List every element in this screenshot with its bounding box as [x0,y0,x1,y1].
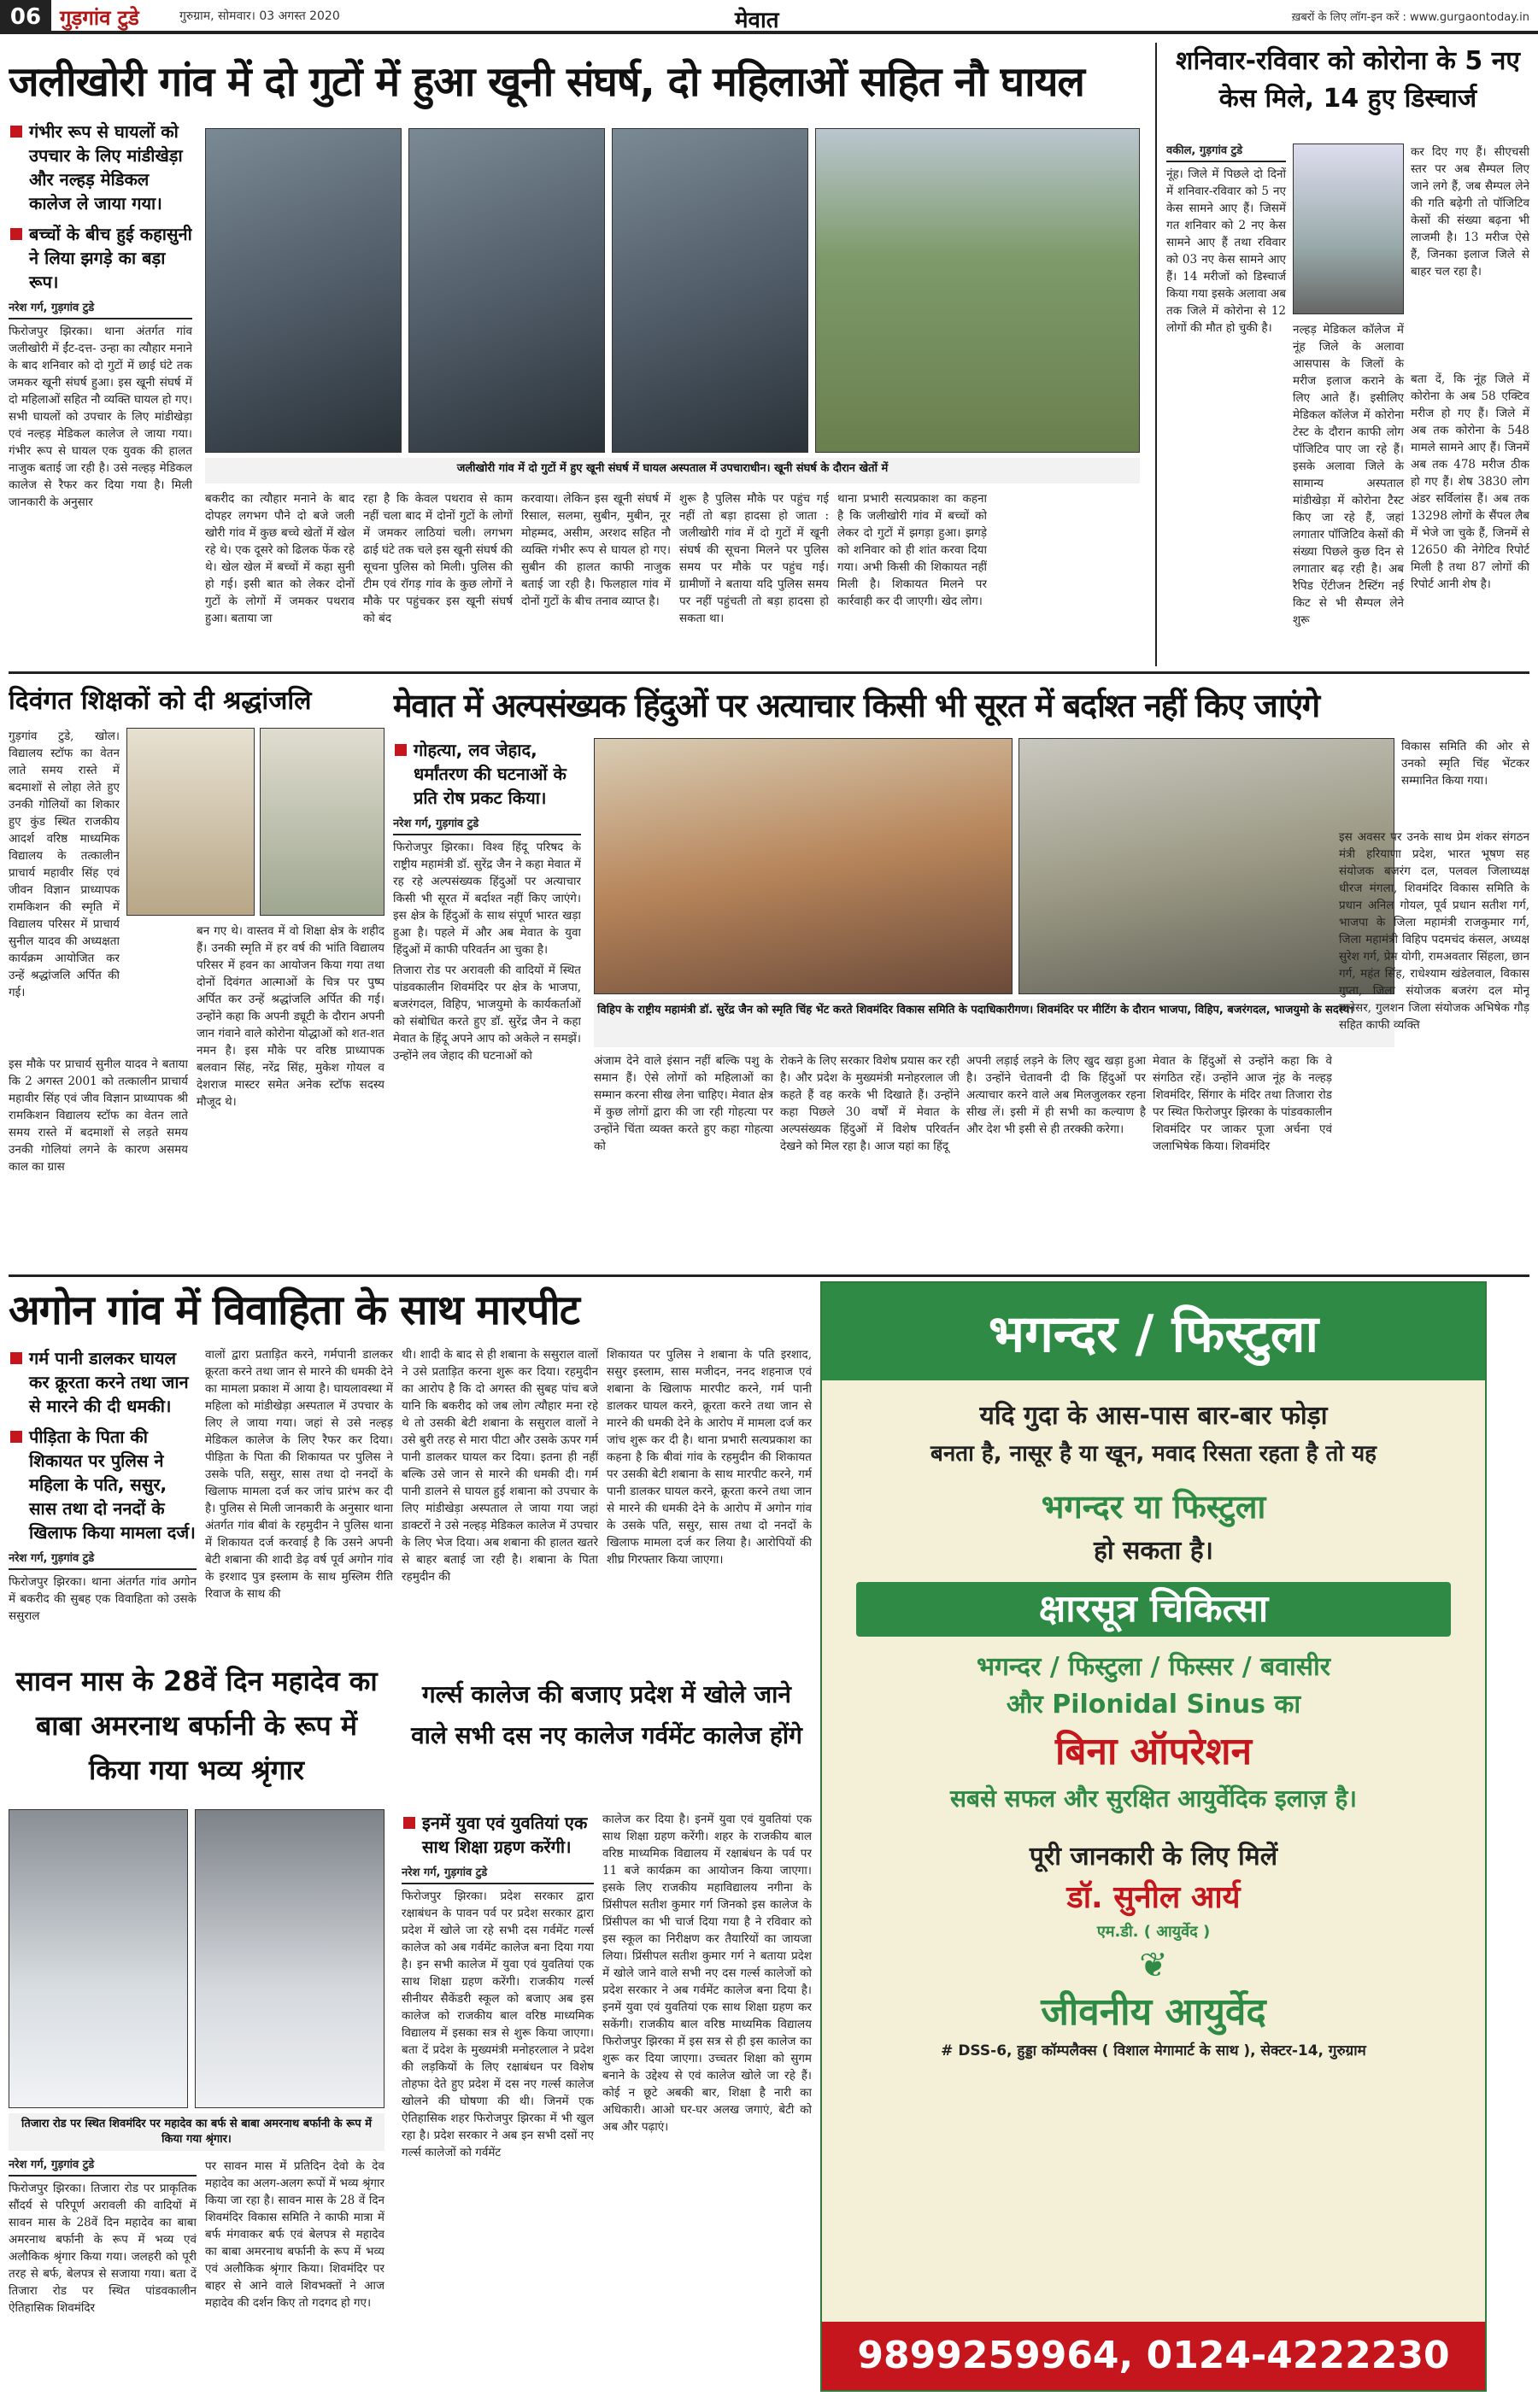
ad-line-1: यदि गुदा के आस-पास बार-बार फोड़ा [979,1401,1328,1431]
a2-body [1166,144,1529,665]
a4-text-3a: अंजाम देने वाले इंसान नहीं बल्कि पशु के समान हैं। ऐसे लोगों को महिलाओं का सम्मान करना सीख लेना चाहिए। [594,1054,773,1102]
a3-headline: दिवंगत शिक्षकों को दी श्रद्धांजलि [9,686,312,716]
a6-byline: नरेश गर्ग, गुड़गांव टुडे [9,2158,197,2177]
ad-doctor: डॉ. सुनील आर्य [1066,1880,1241,1915]
a7-byline: नरेश गर्ग, गुड़गांव टुडे [402,1866,594,1884]
a7-sidebar [402,1811,594,2400]
masthead [0,0,1538,34]
a5-point-1: गर्म पानी डालकर घायल कर क्रूरता करने तथा जान से मारने की दी धमकी। [9,1346,197,1418]
a1-lead: फिरोजपुर झिरका। थाना अंतर्गत गांव जलीखोरी में ईंट-दत्त- उन्हा का त्यौहार मनाने के बाद शनिवार को दो गुटों में छाई घंटे तक जमकर खूनी संघर्ष हुआ। इस खूनी संघर्ष में दो महिलाओं सहित नौ व्यक्ति घायल हो गए। सभी घायलों को उपचार के लिए मांडीखेड़ा एवं नल्हड़ मेडिकल कालेज ले जाया गया। गंभीर रूप से घायल एक युवक की हालत नाजुक बताई जा रही है। उसे नल्हड़ मेडिकल कालेज से रैफर कर दिया गया है। मिली जानकारी के अनुसार [9,325,192,509]
ad-degree: एम.डी. ( आयुर्वेद ) [1096,1923,1211,1941]
a1-photo-2 [408,128,605,453]
a4-text-8: इस अवसर पर उनके साथ प्रेम शंकर संगठन मंत्री हरियाणा प्रदेश, भारत भूषण सह संयोजक बजरंग दल, पलवल जिलाध्यक्ष धीरज मंगला, शिवमंदिर विकास समिति के प्रधान अनिल गोयल, पूर्व प्रधान सतीश गर्ग, भाजपा के जिला महामंत्री राजकुमार गर्ग, जिला महामंत्री विहिप पदमचंद कंसल, अध्यक्ष सुरेश गर्ग, प्रेम योगी, रामअवतार सिंहला, छान गर्ग, महंत सिंह, राधेश्याम खंडेलवाल, विकास गुप्ता, जिला संयोजक बजरंग दल मोनू मानेसर, गुलशन जिला संयोजक अभिषेक गौड़ सहित काफी व्यक्ति [1339,830,1529,1032]
a4-text-6: मेवात के हिंदुओं से उन्होंने कहा कि वे संगठित रहें। उन्होंने आज नूंह के नल्हड़ शिवमंदिर, सिंगार के मंदिर तथा तिजारा रोड पर स्थित फिरोजपुर झिरका के पांडवकालीन शिवमंदिर पर जाकर पूजा अर्चना एवं जलाभिषेक किया। शिवमंदिर [1153,1054,1332,1153]
a1-headline: जलीखोरी गांव में दो गुटों में हुआ खूनी संघर्ष, दो महिलाओं सहित नौ घायल [9,58,1084,106]
page-number: 06 [0,0,51,34]
a6-body [9,2158,197,2400]
a6-text-1: फिरोजपुर झिरका। तिजारा रोड पर प्राकृतिक सौंदर्य से परिपूर्ण अरावली की वादियों में सावन मास के 28वें दिन महादेव का बाबा अमरनाथ बर्फानी के रूप में भव्य एवं अलौकिक श्रृंगार किया गया। जलहरी को पूरी तरह से बर्फ, बेलपत्र से सजाया गया। बता दें तिजारा रोड पर स्थित पांडवकालीन ऐतिहासिक शिवमंदिर [9,2182,197,2315]
a1-photo-1 [205,128,402,453]
a4-photo-2 [1018,738,1394,994]
a4-headline: मेवात में अल्पसंख्यक हिंदुओं पर अत्याचार किसी भी सूरत में बर्दाश्त नहीं किए जाएंगे [393,687,1319,724]
ad-line-7: बिना ऑपरेशन [1055,1730,1252,1773]
a6-caption: तिजारा रोड पर स्थित शिवमंदिर पर महादेव का बर्फ से बाबा अमरनाथ बर्फानी के रूप में किया गया श्रृंगार। [9,2113,384,2151]
section-rule [9,671,1529,674]
a1-point-2: बच्चों के बीच हुई कहासुनी ने लिया झगड़े का बड़ा रूप। [9,222,192,294]
a4-text-1: फिरोजपुर झिरका। विश्व हिंदू परिषद के राष्ट्रीय महामंत्री डॉ. सुरेंद्र जैन ने कहा मेवात में रह रहे अल्पसंख्यक हिंदुओं पर अत्याचार किसी भी सूरत में बर्दाश्त नहीं किए जाएंगे। इस क्षेत्र के हिंदुओं के साथ संपूर्ण भारत खड़ा हुआ है। पहले में और अब मेवात के युवा हिंदुओं में काफी परिवर्तन आ चुका है। [393,841,581,957]
ad-treatment-box: क्षारसूत्र चिकित्सा [856,1582,1451,1637]
a1-col-5: शुरू है पुलिस मौके पर पहुंच गई नहीं तो बड़ा हादसा हो जाता : जलीखोरी गांव में दो गुटों में खूनी संघर्ष की सूचना मिलने पर पुलिस समय पर मौके पर पहुंच गई। ग्रामीणों ने बताया यदि पुलिस समय पर नहीं पहुंचती तो बड़ा हादसा हो सकता था। [679,492,829,625]
a2-byline: वकील, गुड़गांव टुडे [1166,144,1286,162]
a2-headline: शनिवार-रविवार को कोरोना के 5 नए केस मिले, 14 हुए डिस्चार्ज [1176,46,1520,114]
site-link[interactable]: ख़बरों के लिए लॉग-इन करें : www.gurgaontoday.in [1291,11,1529,24]
a5-headline: अगोन गांव में विवाहिता के साथ मारपीट [9,1286,579,1334]
a4-caption: विहिप के राष्ट्रीय महामंत्री डॉ. सुरेंद्र जैन को स्मृति चिंह भेंट करते शिवमंदिर विकास समिति के पदाधिकारीगण। शिवमंदिर पर मीटिंग के दौरान भाजपा, विहिप, बजरंगदल, भाजयुमो के सदस्य। [594,999,1394,1047]
a4-text-3 [594,1052,773,1269]
a4-text-3b: मेवात क्षेत्र में कुछ लोगों द्वारा की जा रही गोहत्या पर उन्होंने चिंता व्यक्त करते हुए कहा गोहत्या को [594,1088,773,1153]
a5-text-1: फिरोजपुर झिरका। थाना अंतर्गत गांव अगोन में बकरीद की सुबह एक विवाहिता को उसके ससुराल [9,1575,197,1623]
a7-text-1: फिरोजपुर झिरका। प्रदेश सरकार द्वारा रक्षाबंधन के पावन पर्व पर प्रदेश सरकार द्वारा प्रदेश में खोले जा रहे सभी दस गर्वमेंट गर्ल्स कालेज को अब गर्वमेंट कालेज बना दिया गया है। इन सभी कालेज में युवा एवं युवतियां एक साथ शिक्षा ग्रहण करेंगी। राजकीय गर्ल्स सीनीयर सैकेंडरी स्कूल को बजाए अब इस कालेज को राजकीय बाल वरिष्ठ माध्यमिक विद्यालय में इसका सत्र से शुरू किया जाएगा। बता दें प्रदेश के मुख्यमंत्री मनोहरलाल ने प्रदेश की लड़कियों के लिए रक्षाबंधन पर विशेष तोहफा देते हुए प्रदेश में दस नए गर्ल्स कालेज खोलने की घोषणा की थी। जिनमें एक ऐतिहासिक शहर फिरोजपुर झिरका में भी खुल रहा है। प्रदेश सरकार ने अब इन सभी दसों नए गर्ल्स कालेजों को गर्वमेंट [402,1889,594,2159]
a5-byline: नरेश गर्ग, गुड़गांव टुडे [9,1551,197,1570]
a2-text-1: नूंह। जिले में पिछले दो दिनों में शनिवार-रविवार को 5 नए केस सामने आए हैं। जिसमें गत शनिवार को 2 नए केस सामने आए हैं तथा रविवार को 03 नए केस सामने आए हैं। 14 मरीजों को डिस्चार्ज किया गया इसके अलावा अब तक जिले में कोरोना से 12 लोगों की मौत हो चुकी है। [1166,167,1286,335]
column-rule [1155,43,1157,666]
a4-byline: नरेश गर्ग, गुड़गांव टुडे [393,817,581,835]
a1-photo-4 [815,128,1140,453]
a4-sidebar [393,738,581,1269]
a3-text-1: गुड़गांव टुडे, खोल। विद्यालय स्टॉफ का वेतन लाते समय रास्ते में बदमाशों से लोहा लेते हुए उनकी गोलियों का शिकार हुए कुंड स्थित राजकीय आदर्श वरिष्ठ माध्यमिक विद्यालय के तत्कालीन प्राचार्य महावीर सिंह एवं जीवन विज्ञान प्राध्यापक रामकिशन की स्मृति में विद्यालय परिसर में प्राचार्य सुनील यादव की अध्यक्षता कार्यक्रम आयोजित कर उन्हें श्रद्धांजलि अर्पित की गई। [9,729,120,999]
a7-point: इनमें युवा एवं युवतियां एक साथ शिक्षा ग्रहण करेंगी। [402,1811,594,1859]
a1-point-1: गंभीर रूप से घायलों को उपचार के लिए मांडीखेड़ा और नल्हड़ मेडिकल कालेज ले जाया गया। [9,120,192,215]
a1-col-3: रहा है कि केवल पथराव से काम नहीं चला बाद में दोनों गुटों के लोगों में जमकर लाठियां चली। लगभग ढाई घंटे तक चले इस खूनी संघर्ष की सूचना पुलिस को मिली। पुलिस की टीम एवं रॉगड़ गांव के कुछ लोगों ने मौके पर पहुंचकर इस खूनी संघर्ष को बंद [363,492,513,625]
a4-text-7: विकास समिति की ओर से उनको स्मृति चिंह भेंटकर सम्मानित किया गया। [1401,740,1529,788]
ad-line-2: बनता है, नासूर है या खून, मवाद रिसता रहता है तो यह [930,1441,1377,1467]
a2-reporter-photo [1293,144,1404,314]
a3-text-2: इस मौके पर प्राचार्य सुनील यादव ने बताया कि 2 अगस्त 2001 को तत्कालीन प्राचार्य महावीर सिंह एवं जीव विज्ञान प्राध्यापक श्री रामकिशन विद्यालय स्टॉफ का वेतन लाते समय रास्ते में बदमाशों से लड़ते समय उनकी गोलियां लगने के कारण असमय काल का ग्रास [9,1058,188,1174]
a7-text-2: कालेज कर दिया है। इनमें युवा एवं युवतियां एक साथ शिक्षा ग्रहण करेंगी। शहर के राजकीय बाल वरिष्ठ माध्यमिक विद्यालय में रक्षाबंधन के पर्व पर 11 बजे कार्यक्रम का आयोजन किया जाएगा। इसके लिए राजकीय महाविद्यालय नगीना के प्रिंसीपल सतीश कुमार गर्ग जिनको इस कालेज के प्रिंसीपल का भी चार्ज दिया गया है ने रविवार को इस स्कूल का निरीक्षण कर तैयारियों का जायजा लिया। प्रिंसीपल सतीश कुमार गर्ग ने बताया प्रदेश में खोले जाने वाले सभी नए दस गर्ल्स कालेजों को प्रदेश सरकार ने अब गर्वमेंट कालेज बना दिया है। इनमें युवा एवं युवतियां एक साथ शिक्षा ग्रहण कर सकेंगी। राजकीय बाल वरिष्ठ माध्यमिक विद्यालय फिरोजपुर झिरका में इस सत्र से ही इस कालेज का शुरू कर दिया जाएगा। उच्चतर शिक्षा को सुगम बनाने के उद्देश्य से एवं कालेज खोले जा रहे हैं। कोई न छूटे अबकी बार, शिक्षा है नारी का अधिकारी। आओ घर-घर अलख जगाएं, बेटी को अब और पढ़ाएं। [602,1813,812,2134]
a3-photo-1 [126,728,255,916]
a1-caption: जलीखोरी गांव में दो गुटों में हुए खूनी संघर्ष में घायल अस्पताल में उपचाराधीन। खूनी संघर्ष के दौरान खेतों में [205,458,1140,483]
a4-photo-1 [594,738,1013,994]
newspaper-logo: गुड़गांव टुडे [60,6,139,30]
a5-text-3: थी। शादी के बाद से ही शबाना के ससुराल वालों ने उसे प्रताड़ित करना शुरू कर दिया। रहमुदीन का आरोप है कि दो अगस्त की सुबह पांच बजे यानि कि बकरीद को जब लोग त्यौहार मना रहे थे तो उसकी बेटी शबाना के ससुराल वालों ने उसे बुरी तरह से मारा पीटा और उसके ऊपर गर्म पानी डालकर घायल कर दिया। इतना ही नहीं बल्कि उसे जान से मारने की धमकी दी। गर्म पानी डालने से घायल हुई शबाना को उपचार के लिए मांडीखेड़ा अस्पताल ले जाया गया जहां डाक्टरों ने उसे नल्हड़ मेडिकल कालेज में उपचार के लिए भेज दिया। अब शबाना की हालत खतरे से बाहर बताई जा रही है। शबाना के पिता रहमुदीन की [402,1348,598,1584]
a4-text-2: तिजारा रोड पर अरावली की वादियों में स्थित पांडवकालीन शिवमंदिर पर क्षेत्र के भाजपा, बजरंगदल, विहिप, भाजयुमो के कार्यकर्ताओं को संबोधित करते हुए डॉ. सुरेंद्र जैन ने कहा मेवात के हिंदू अपने आप को अकेले न समझें। उन्होंने लव जेहाद की घटनाओं को [393,964,581,1063]
ad-brand: जीवनीय आयुर्वेद [1041,1990,1266,2034]
a1-col-2: बकरीद का त्यौहार मनाने के बाद दोपहर लगभग पौने दो बजे जली खोरी गांव में कुछ बच्चे खेतों में खेल रहे थे। एक दूसरे को ढिलक फेंक रहे थे। खेल खेल में बच्चों में कहा सुनी हो गई। इसी बात को लेकर दोनों गुटों के लोगों में जमकर पथराव हुआ। बताया जा [205,492,355,625]
a6-headline: सावन मास के 28वें दिन महादेव का बाबा अमरनाथ बर्फानी के रूप में किया गया भव्य श्रृंगार [15,1665,378,1786]
ad-line-4: हो सकता है। [1093,1536,1214,1566]
a5-text-2: वालों द्वारा प्रताड़ित करने, गर्मपानी डालकर क्रूरता करने तथा जान से मारने की धमकी देने का मामला प्रकाश में आया है। घायलावस्था में महिला को मांडीखेड़ा अस्पताल में उपचार के लिए ले जाया गया। जहां से उसे नल्हड़ मेडिकल कालेज के लिए रैफर कर दिया। पीड़िता के पिता की शिकायत पर पुलिस ने उसके पति, ससुर, सास तथा दो ननदों के खिलाफ मामला दर्ज कर जांच प्रारंभ कर दी है। पुलिस से मिली जानकारी के अनुसार थाना अंतर्गत गांव बीवां के रहमुदीन ने पुलिस थाना में शिकायत दर्ज करवाई है कि उसने अपनी बेटी शबाना की शादी डेढ़ वर्ष पूर्व अगोन गांव के इरशाद पुत्र इस्लाम के साथ मुस्लिम रीति रिवाज के साथ की [205,1348,393,1601]
a5-sidebar [9,1346,197,1654]
a1-col-4: करवाया। लेकिन इस खूनी संघर्ष में रिसाल, सलमा, सुबीन, मुबीन, नूर मोहम्मद, असीम, अरशद सहित नौ व्यक्ति गंभीर रूप से घायल हो गए। सुबीन की हालत काफी नाजुक बताई जा रही है। फिलहाल गांव में दोनों गुटों के बीच तनाव व्याप्त है। [521,492,671,608]
a7-headline: गर्ल्स कालेज की बजाए प्रदेश में खोले जाने वाले सभी दस नए कालेज गर्वमेंट कालेज होंगे [411,1680,802,1749]
a2-text-3: कर दिए गए हैं। सीएचसी स्तर पर अब सैम्पल लिए जाने लगे हैं, जब सैम्पल लेने की गति बढ़ेगी तो पॉजिटिव केसों की संख्या बढ़ना भी लाजमी है। 13 मरीज ऐसे हैं, जिनका इलाज जिले से बाहर चल रहा है। [1411,145,1529,278]
ad-line-6: और Pilonidal Sinus का [1006,1690,1301,1720]
ad-phone[interactable]: 9899259964, 0124-4222230 [822,2322,1485,2390]
a1-sidebar [9,120,192,666]
ad-line-3: भगन्दर या फिस्टुला [1041,1488,1266,1526]
a1-byline: नरेश गर्ग, गुड़गांव टुडे [9,301,192,319]
ad-leaf-icon: ❦ [1139,1946,1168,1985]
a5-point-2: पीड़िता के पिता की शिकायत पर पुलिस ने महिला के पति, ससुर, सास तथा दो ननदों के खिलाफ किया मामला दर्ज। [9,1425,197,1544]
ad-title: भगन्दर / फिस्टुला [822,1283,1485,1380]
dateline: गुरुग्राम, सोमवार। 03 अगस्त 2020 [179,9,340,23]
ad-line-9: पूरी जानकारी के लिए मिलें [1029,1842,1278,1872]
advertisement[interactable] [820,1281,1487,2392]
ad-line-5: भगन्दर / फिस्टुला / फिस्सर / बवासीर [976,1652,1331,1682]
section-rule-2 [9,1274,1529,1277]
ad-line-8: सबसे सफल और सुरक्षित आयुर्वेदिक इलाज़ है। [950,1784,1357,1813]
a2-text-4: बता दें, कि नूंह जिले में कोरोना के अब 58 एक्टिव मरीज हो गए हैं। जिले में अब तक कोरोना के 548 मामले सामने आए हैं। जिनमें अब तक 478 मरीज ठीक हो गए हैं। शेष 3830 लोग अंडर सर्विलांस हैं। अब तक 13298 लोगों के सैंपल लैब में भेजे जा चुके हैं, जिनमें से 12650 की नेगेटिव रिपोर्ट मिली है तथा 87 लोगों की रिपोर्ट आनी शेष है। [1411,372,1529,591]
a4-point: गोहत्या, लव जेहाद, धर्मांतरण की घटनाओं के प्रति रोष प्रकट किया। [393,738,581,810]
ad-address: # DSS-6, हुड्डा कॉम्पलैक्स ( विशाल मेगामार्ट के साथ ), सेक्टर-14, गुरुग्राम [941,2042,1366,2059]
a1-photo-3 [612,128,808,453]
a2-text-2: नल्हड़ मेडिकल कॉलेज में नूंह जिले के अलावा आसपास के जिलों के मरीज इलाज कराने के लिए आते हैं। इसीलिए मेडिकल कॉलेज में कोरोना टेस्ट के दौरान काफी लोग पॉजिटिव पाए जा रहे हैं। इसके अलावा जिले के सामान्य अस्पताल मांडीखेड़ा में कोरोना टैस्ट किए जा रहे हैं, जहां लगातार पॉजिटिव केसों की संख्या पिछले कुछ दिन से लगातार बढ़ रही है। अब रैपिड ऐंटीजन टैस्टिंग नई किट से भी सैम्पल लेने शुरू [1293,323,1404,627]
a4-text-5: अपनी लड़ाई लड़ने के लिए खुद खड़ा हुआ है। उन्होंने चेतावनी दी कि हिंदुओं पर अत्याचार करने वाले अब मिलजुलकर रहना सीख लें। इसी में ही सभी का कल्याण है और देश भी इसी से ही तरक्की करेगा। [966,1054,1146,1136]
a5-text-4: शिकायत पर पुलिस ने शबाना के पति इरशाद, ससुर इस्लाम, सास मजीदन, ननद शहनाज एवं शबाना के खिलाफ मारपीट करने, गर्म पानी डालकर घायल करने, क्रूरता करने तथा जान से मारने की धमकी देने के आरोप में मामला दर्ज कर जांच शुरू कर दी है। थाना प्रभारी सत्यप्रकाश का कहना है कि बीवां गांव के रहमुदीन की शिकायत पर उसकी बेटी शबाना के साथ मारपीट करने, गर्म पानी डालकर घायल करने, क्रूरता करने तथा जान से मारने की धमकी देने के आरोप में अगोन गांव के उसके पति, ससुर, सास तथा दो ननदों के खिलाफ मामला दर्ज कर लिया है। आरोपियों की शीघ्र गिरफ्तार किया जाएगा। [607,1348,812,1567]
a3-text-3: बन गए थे। वास्तव में वो शिक्षा क्षेत्र के शहीद हैं। उनकी स्मृति में हर वर्ष की भांति विद्यालय परिसर में हवन का आयोजन किया गया तथा दोनों दिवंगत आत्माओं के चित्र पर पुष्प अर्पित कर उन्हें श्रद्धांजलि अर्पित की गई। उन्होंने कहा कि अपनी ड्यूटी के दौरान अपनी जान गंवाने वाले कोरोना योद्धाओं को शत-शत नमन है। इस मौके पर वरिष्ठ प्राध्यापक बलवान सिंह, नरेंद्र सिंह, मुकेश गोयल व देशराज मास्टर समेत अनेक स्टॉफ सदस्य मौजूद थे। [197,924,384,1109]
a6-photo-1 [9,1809,188,2108]
a6-photo-2 [195,1809,384,2108]
a1-col-6: थाना प्रभारी सत्यप्रकाश का कहना है कि जलीखोरी गांव में बच्चों को लेकर दो गुटों में झगड़ा हुआ। झगड़े को शनिवार को ही शांत करवा दिया गया। अभी किसी की शिकायत नहीं मिली है। शिकायत मिलने पर कार्रवाही कर दी जाएगी। खेद लोग। [837,492,987,608]
section-title: मेवात [735,8,779,33]
a4-text-4: रोकने के लिए सरकार विशेष प्रयास कर रही है। और प्रदेश के मुख्यमंत्री मनोहरलाल जी कहते हैं वह करके भी दिखाते हैं। उन्होंने कहा पिछले 30 वर्षों में मेवात के अल्पसंख्यक हिंदुओं में विशेष परिवर्तन देखने को मिल रहा है। आज यहां का हिंदू [780,1054,960,1153]
a6-text-2: पर सावन मास में प्रतिदिन देवो के देव महादेव का अलग-अलग रूपों में भव्य श्रृंगार किया जा रहा है। सावन मास के 28 वें दिन शिवमंदिर विकास समिति ने काफी मात्रा में बर्फ मंगवाकर बर्फ एवं बेलपत्र से महादेव का बाबा अमरनाथ बर्फानी के रूप में भव्य एवं अलौकिक श्रृंगार किया। शिवमंदिर पर बाहर से आने वाले शिवभक्तों ने आज महादेव की दर्शन किए तो गदगद हो गए। [205,2159,384,2310]
a3-photo-2 [260,728,384,916]
